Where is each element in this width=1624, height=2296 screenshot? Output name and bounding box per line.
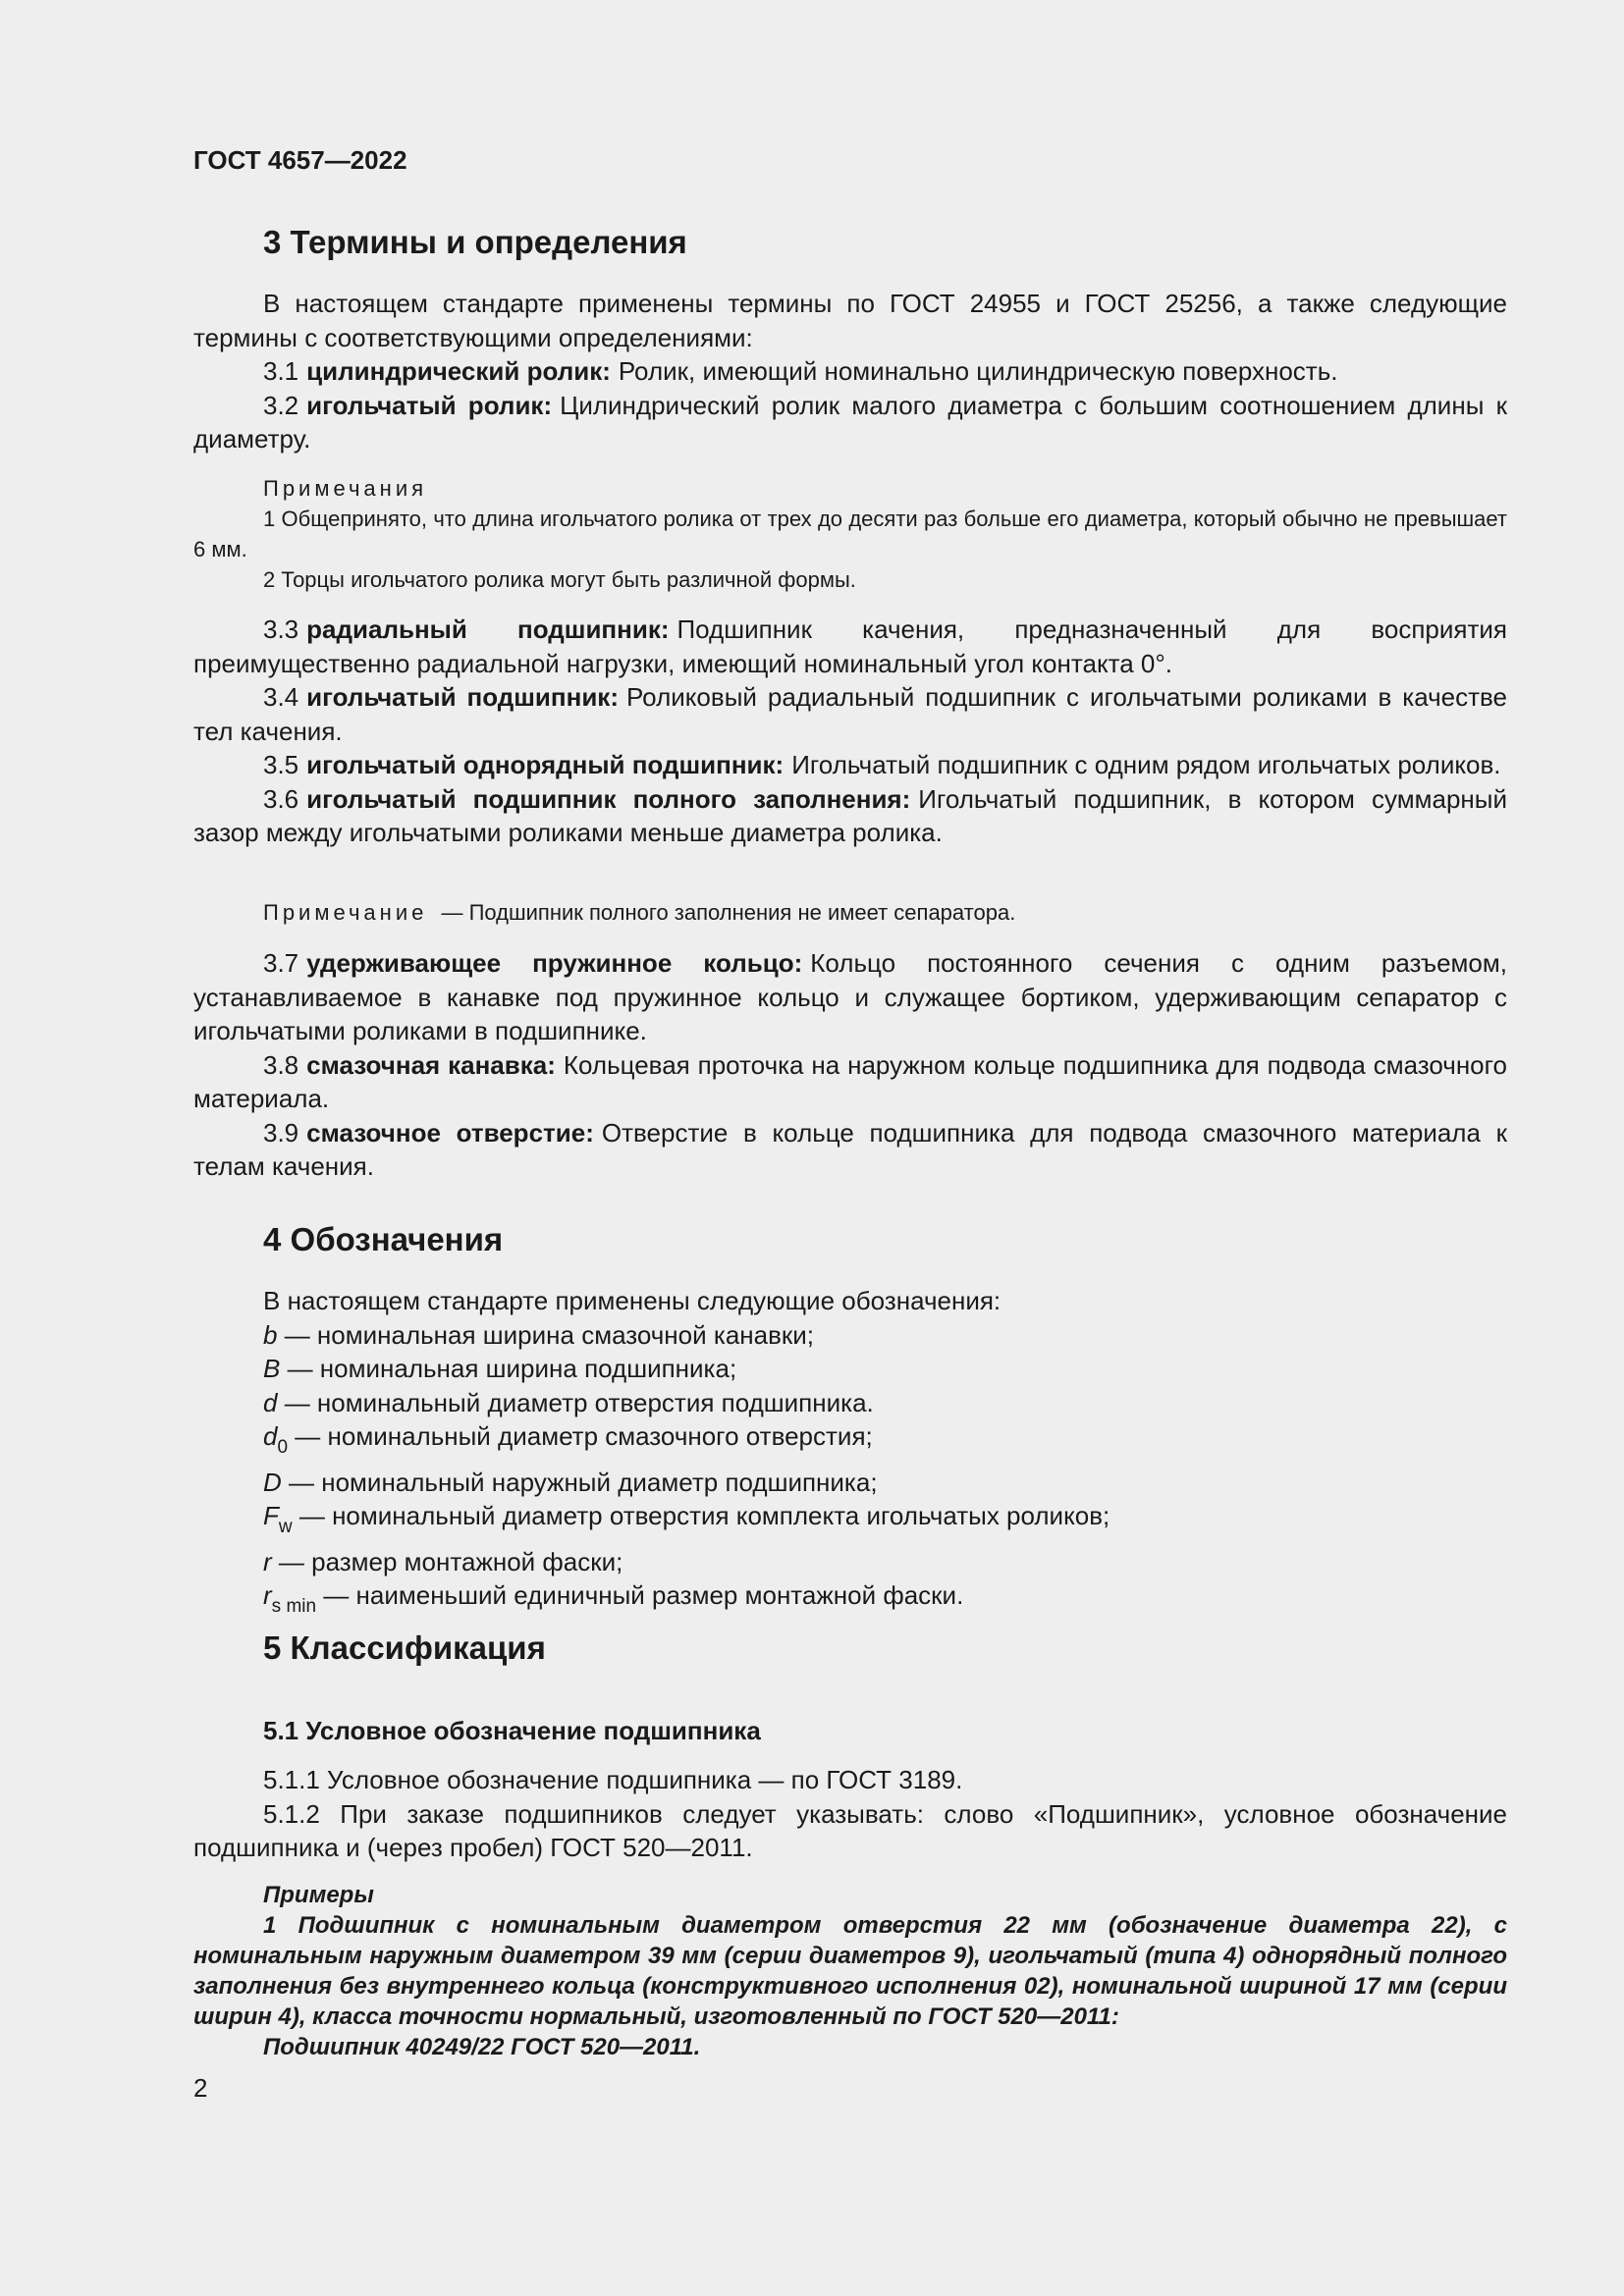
para-5-1-2: 5.1.2 При заказе подшипников следует указывать: слово «Подшипник», условное обозначение подшипника и (через пробел) ГОСТ 520—2011. (193, 1798, 1507, 1862)
term-definition (193, 782, 1507, 850)
symbol: b (263, 1319, 278, 1350)
symbol: d (263, 1387, 278, 1417)
term-name: игольчатый ролик: (306, 390, 553, 420)
examples-block (193, 1880, 1507, 2062)
page-number: 2 (193, 2073, 208, 2103)
symbol-description: — номинальный наружный диаметр подшипника; (281, 1467, 878, 1497)
term-name: смазочная канавка: (306, 1049, 556, 1080)
symbol-item (193, 1352, 1507, 1386)
symbol: r (263, 1546, 272, 1576)
section-4-intro: В настоящем стандарте применены следующие обозначения: (263, 1286, 1001, 1315)
symbol-item (193, 1545, 1507, 1579)
term-name: цилиндрический ролик: (306, 356, 611, 386)
term-name: удерживающее пружинное кольцо: (306, 948, 803, 978)
symbol: F (263, 1501, 279, 1530)
term-number: 3.9 (263, 1117, 299, 1148)
term-definition (193, 389, 1507, 456)
symbol-description: — номинальный диаметр смазочного отверстия; (288, 1421, 873, 1451)
symbol-subscript: 0 (277, 1437, 289, 1458)
symbol-description: — размер монтажной фаски; (271, 1546, 623, 1576)
symbol: r (263, 1580, 272, 1610)
symbol: d (263, 1421, 278, 1451)
term-text: Кольцо постоянного сечения с одним разъемом, устанавливаемое в канавке под пружинное кольцо и служащее бортиком, удерживающим сепаратор с игольчатыми роликами в подшипнике. (193, 948, 1507, 1045)
term-text: Отверстие в кольце подшипника для подвода смазочного материала к телам качения. (193, 1117, 1507, 1181)
term-name: игольчатый подшипник полного заполнения: (306, 783, 911, 814)
term-number: 3.8 (263, 1049, 299, 1080)
term-definition (193, 613, 1507, 680)
term-number: 3.5 (263, 750, 299, 779)
symbol: B (263, 1354, 281, 1383)
terms-group-2 (193, 613, 1507, 850)
notes-title: Примечания (263, 476, 428, 501)
note-2-text: — Подшипник полного заполнения не имеет сепаратора. (441, 900, 1016, 925)
term-name: игольчатый однорядный подшипник: (306, 750, 785, 779)
term-text: Кольцевая проточка на наружном кольце подшипника для подвода смазочного материала. (193, 1049, 1508, 1113)
term-name: радиальный подшипник: (306, 614, 670, 644)
term-definition (193, 1048, 1507, 1116)
term-text: Ролик, имеющий номинально цилиндрическую поверхность. (618, 356, 1338, 386)
term-definition (193, 748, 1507, 782)
section-3-heading: 3 Термины и определения (263, 224, 687, 260)
terms-group-1 (193, 354, 1507, 456)
running-header: ГОСТ 4657—2022 (193, 145, 407, 175)
symbol-description: — номинальный диаметр отверстия подшипника. (277, 1387, 874, 1417)
term-number: 3.6 (263, 783, 299, 814)
symbol-item (193, 1466, 1507, 1500)
symbols-list (193, 1318, 1507, 1625)
examples-title: Примеры (263, 1882, 374, 1908)
term-definition (193, 354, 1507, 389)
terms-group-2-wrap (193, 613, 1507, 850)
term-definition (193, 946, 1507, 1048)
term-number: 3.7 (263, 948, 299, 978)
symbol: D (263, 1467, 282, 1497)
term-text: Игольчатый подшипник, в котором суммарный зазор между игольчатыми роликами меньше диаметра ролика. (193, 783, 1507, 847)
note-2-label: Примечание (263, 900, 428, 925)
term-number: 3.2 (263, 390, 299, 420)
term-number: 3.4 (263, 682, 299, 712)
note-2: 2 Торцы игольчатого ролика могут быть различной формы. (263, 567, 856, 592)
section-4-body (193, 1284, 1507, 1625)
example-1-designation: Подшипник 40249/22 ГОСТ 520—2011. (263, 2034, 701, 2060)
term-number: 3.3 (263, 614, 299, 644)
terms-group-3 (193, 946, 1507, 1184)
note-1: 1 Общепринято, что длина игольчатого ролика от трех до десяти раз больше его диаметра, который обычно не превышает 6 мм. (193, 507, 1507, 561)
symbol-item (193, 1499, 1507, 1545)
term-text: Роликовый радиальный подшипник с игольчатыми роликами в качестве тел качения. (193, 682, 1507, 746)
para-5-1-1: 5.1.1 Условное обозначение подшипника — по ГОСТ 3189. (263, 1765, 963, 1794)
symbol-item (193, 1386, 1507, 1420)
section-3-intro: В настоящем стандарте применены термины по ГОСТ 24955 и ГОСТ 25256, а также следующие термины с соответствующими определениями: (193, 289, 1507, 352)
section-5-body (193, 1763, 1507, 1865)
term-number: 3.1 (263, 356, 299, 386)
example-1: 1 Подшипник с номинальным диаметром отверстия 22 мм (обозначение диаметра 22), с номинальным наружным диаметром 39 мм (серии диаметров 9), игольчатый (типа 4) однорядный полного заполнения без внутреннего кольца (конструктивного исполнения 02), номинальной шириной 17 мм (серии ширин 4), класса точности нормальный, изготовленный по ГОСТ 520—2011: (193, 1912, 1507, 2030)
term-text: Цилиндрический ролик малого диаметра с большим соотношением длины к диаметру. (193, 390, 1508, 454)
section-3-body (193, 287, 1507, 456)
terms-group-3-wrap (193, 946, 1507, 1184)
symbol-description: — номинальная ширина смазочной канавки; (277, 1319, 815, 1350)
symbol-subscript: w (278, 1517, 293, 1537)
symbol-description: — наименьший единичный размер монтажной фаски. (316, 1580, 964, 1610)
term-definition (193, 1116, 1507, 1184)
symbol-description: — номинальная ширина подшипника; (280, 1354, 737, 1383)
symbol-item (193, 1318, 1507, 1353)
term-definition (193, 680, 1507, 748)
symbol-item (193, 1578, 1507, 1625)
term-text: Игольчатый подшипник с одним рядом игольчатых роликов. (791, 750, 1501, 779)
symbol-subscript: s min (271, 1596, 317, 1617)
term-name: игольчатый подшипник: (306, 682, 619, 712)
note-2-block (193, 897, 1507, 928)
term-text: Подшипник качения, предназначенный для восприятия преимущественно радиальной нагрузки, имеющий номинальный угол контакта 0°. (193, 614, 1507, 678)
section-5-heading: 5 Классификация (263, 1629, 546, 1666)
section-4-heading: 4 Обозначения (263, 1221, 504, 1257)
symbol-description: — номинальный диаметр отверстия комплекта игольчатых роликов; (292, 1501, 1110, 1530)
subsection-5-1-heading: 5.1 Условное обозначение подшипника (263, 1716, 761, 1745)
symbol-item (193, 1419, 1507, 1466)
notes-block (193, 473, 1507, 595)
term-name: смазочное отверстие: (306, 1117, 594, 1148)
